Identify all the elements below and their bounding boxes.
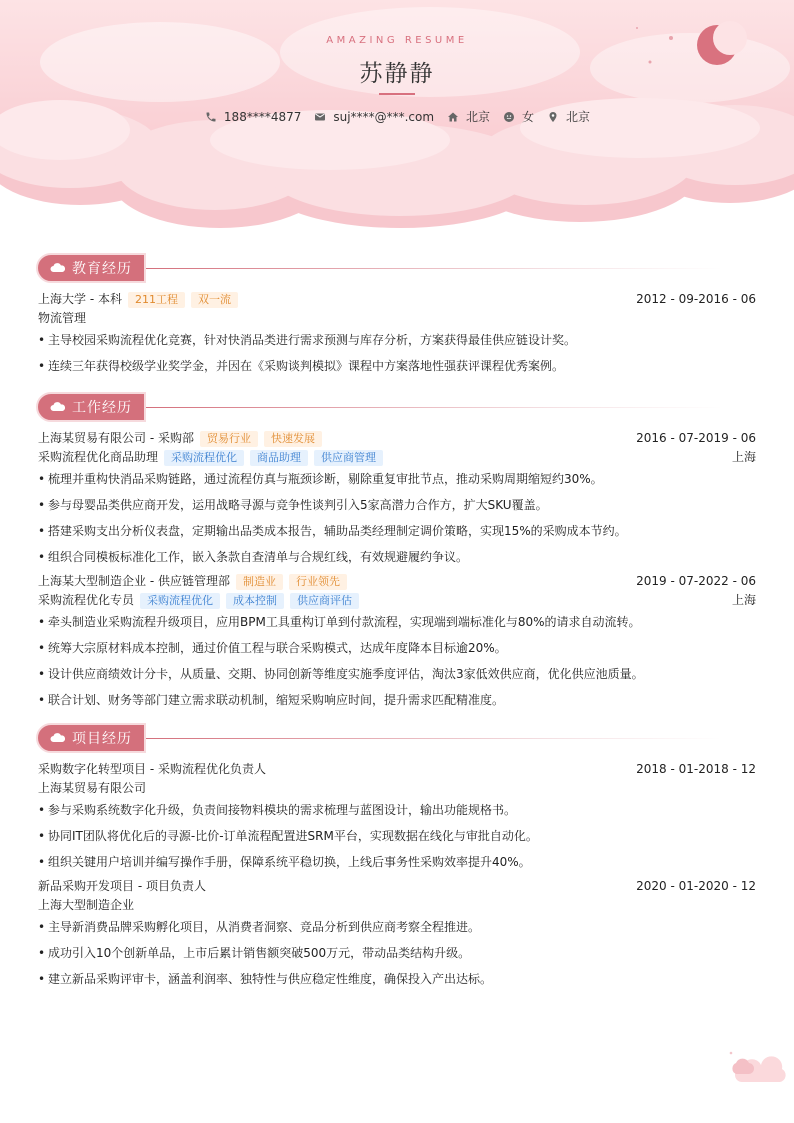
work-entry	[38, 429, 756, 566]
location-city: 北京	[566, 110, 591, 124]
work-section	[0, 392, 794, 709]
project-company: 上海某贸易有限公司	[38, 781, 147, 795]
entry-header-row	[38, 760, 756, 779]
work-city: 上海	[731, 450, 756, 464]
list-item: • 主导校园采购流程优化竞赛，针对快消品类进行需求预测与库存分析，方案获得最佳供应链设计奖。	[38, 331, 756, 349]
projects-section	[0, 723, 794, 988]
name-underline	[379, 93, 415, 95]
company-tag: 贸易行业	[200, 431, 258, 447]
company-dept: 上海某大型制造企业 - 供应链管理部	[38, 574, 230, 588]
contact-bar	[0, 108, 794, 125]
home-icon	[446, 110, 460, 124]
contact-email	[313, 110, 434, 124]
cloud-decoration-icon	[726, 1048, 788, 1088]
list-item: • 组织合同模板标准化工作，嵌入条款自查清单与合规红线，有效规避履约争议。	[38, 548, 756, 566]
section-title-tag	[36, 253, 146, 283]
company-tag: 快速发展	[264, 431, 322, 447]
entry-header-row	[38, 290, 756, 309]
list-item: • 建立新品采购评审卡，涵盖利润率、独特性与供应稳定性维度，确保投入产出达标。	[38, 970, 756, 988]
section-header	[0, 723, 794, 757]
phone-icon	[204, 110, 218, 124]
job-title: 采购流程优化商品助理	[38, 450, 159, 464]
skill-tag: 采购流程优化	[140, 593, 220, 609]
skill-tag: 商品助理	[250, 450, 308, 466]
list-item: • 牵头制造业采购流程升级项目，应用BPM工具重构订单到付款流程，实现端到端标准化与80%的请求自动流转。	[38, 613, 756, 631]
major: 物流管理	[38, 311, 87, 325]
candidate-name: 苏静静	[359, 61, 435, 87]
section-title: 工作经历	[72, 400, 132, 416]
role-row	[38, 591, 756, 610]
company-dept: 上海某贸易有限公司 - 采购部	[38, 431, 194, 445]
work-entry	[38, 572, 756, 709]
skill-tag: 成本控制	[226, 593, 284, 609]
section-title-tag	[36, 392, 146, 422]
entry-date: 2020 - 01-2020 - 12	[636, 879, 756, 893]
project-name-role: 新品采购开发项目 - 项目负责人	[38, 879, 206, 893]
section-header	[0, 392, 794, 426]
cloud-icon	[50, 263, 65, 273]
project-name-role: 采购数字化转型项目 - 采购流程优化负责人	[38, 762, 266, 776]
list-item: • 搭建采购支出分析仪表盘，定期输出品类成本报告，辅助品类经理制定调价策略，实现15%的采购成本节约。	[38, 522, 756, 540]
education-section	[0, 253, 794, 375]
section-header	[0, 253, 794, 287]
entry-header-row	[38, 429, 756, 448]
list-item: • 设计供应商绩效计分卡，从质量、交期、协同创新等维度实施季度评估，淘汰3家低效供应商，优化供应池质量。	[38, 665, 756, 683]
entry-header-row	[38, 572, 756, 591]
section-title-tag	[36, 723, 146, 753]
project-entry	[38, 760, 756, 871]
project-company: 上海大型制造企业	[38, 898, 135, 912]
resume-subtitle: AMAZING RESUME	[326, 35, 468, 46]
section-divider	[146, 738, 722, 739]
role-row	[38, 448, 756, 467]
phone-number: 188****4877	[223, 109, 302, 124]
skill-tag: 采购流程优化	[164, 450, 244, 466]
contact-phone	[204, 110, 301, 124]
cloud-icon	[50, 733, 65, 743]
company-tag: 行业领先	[289, 574, 347, 590]
gender-value: 女	[522, 110, 535, 124]
entry-date: 2019 - 07-2022 - 06	[636, 574, 756, 588]
section-title: 教育经历	[72, 261, 132, 277]
work-city: 上海	[731, 593, 756, 607]
entry-date: 2012 - 09-2016 - 06	[636, 292, 756, 306]
list-item: • 统筹大宗原材料成本控制，通过价值工程与联合采购模式，达成年度降本目标逾20%。	[38, 639, 756, 657]
section-title: 项目经历	[72, 731, 132, 747]
list-item: • 参与采购系统数字化升级，负责间接物料模块的需求梳理与蓝图设计，输出功能规格书。	[38, 801, 756, 819]
company-tag: 制造业	[236, 574, 283, 590]
company-row	[38, 896, 756, 915]
list-item: • 梳理并重构快消品采购链路，通过流程仿真与瓶颈诊断，剔除重复审批节点，推动采购周期缩短约30%。	[38, 470, 756, 488]
skill-tag: 供应商管理	[314, 450, 383, 466]
education-entry	[38, 290, 756, 375]
project-entry	[38, 877, 756, 988]
email-address: suj****@***.com	[333, 109, 435, 124]
contact-location	[546, 108, 590, 125]
cloud-icon	[50, 402, 65, 412]
company-row	[38, 779, 756, 798]
location-icon	[546, 110, 560, 124]
list-item: • 参与母婴品类供应商开发，运用战略寻源与竞争性谈判引入5家高潜力合作方，扩大SKU覆盖。	[38, 496, 756, 514]
section-divider	[146, 268, 722, 269]
list-item: • 协同IT团队将优化后的寻源-比价-订单流程配置进SRM平台，实现数据在线化与审批自动化。	[38, 827, 756, 845]
list-item: • 连续三年获得校级学业奖学金，并因在《采购谈判模拟》课程中方案落地性强获评课程优秀案例。	[38, 357, 756, 375]
gender-icon	[502, 110, 516, 124]
list-item: • 成功引入10个创新单品，上市后累计销售额突破500万元，带动品类结构升级。	[38, 944, 756, 962]
school-tag: 211工程	[128, 292, 185, 308]
mail-icon	[313, 110, 327, 124]
school-degree: 上海大学 - 本科	[38, 292, 122, 306]
home-city: 北京	[466, 110, 491, 124]
section-divider	[146, 407, 722, 408]
contact-home	[446, 108, 490, 125]
school-tag: 双一流	[191, 292, 238, 308]
entry-header-row	[38, 877, 756, 896]
entry-date: 2016 - 07-2019 - 06	[636, 431, 756, 445]
list-item: • 组织关键用户培训并编写操作手册，保障系统平稳切换，上线后事务性采购效率提升40%。	[38, 853, 756, 871]
list-item: • 主导新消费品牌采购孵化项目，从消费者洞察、竞品分析到供应商考察全程推进。	[38, 918, 756, 936]
job-title: 采购流程优化专员	[38, 593, 135, 607]
contact-gender	[502, 108, 534, 125]
skill-tag: 供应商评估	[290, 593, 359, 609]
entry-date: 2018 - 01-2018 - 12	[636, 762, 756, 776]
resume-header	[0, 0, 794, 230]
major-row	[38, 309, 756, 328]
list-item: • 联合计划、财务等部门建立需求联动机制，缩短采购响应时间，提升需求匹配精准度。	[38, 691, 756, 709]
